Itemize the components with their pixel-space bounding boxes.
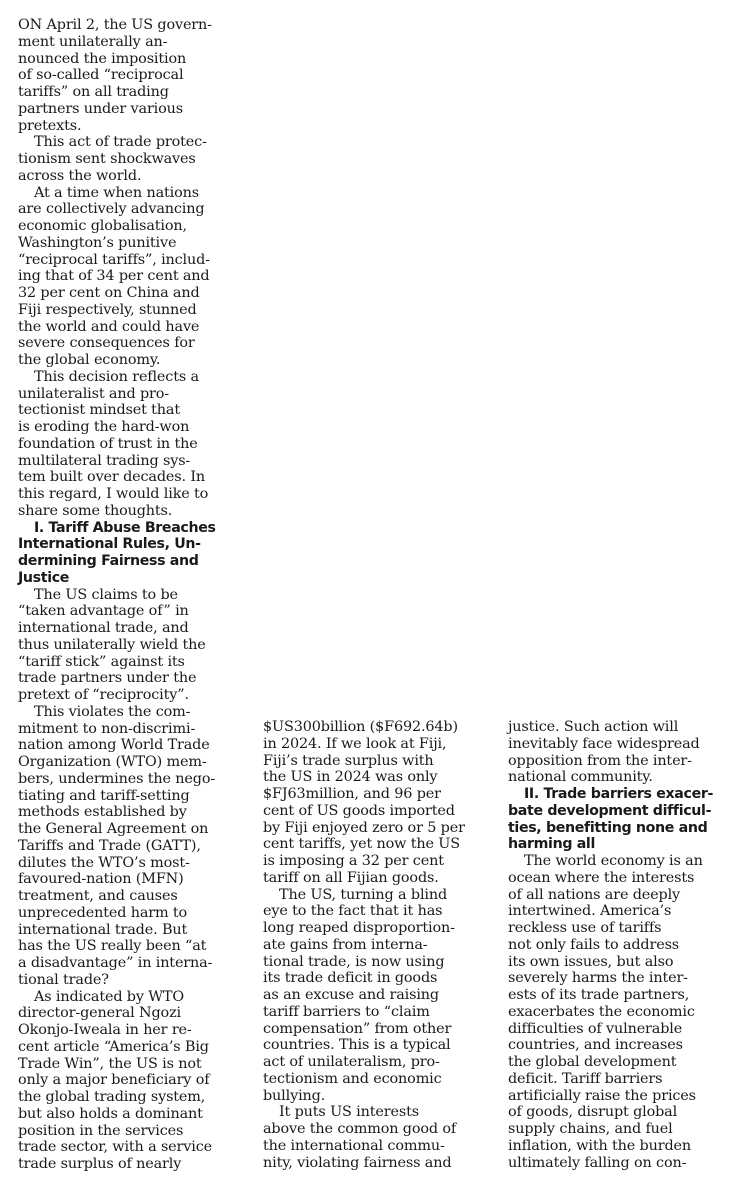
text-line: thus unilaterally wield the [18, 636, 206, 653]
text-line: the global trading system, [18, 1089, 206, 1105]
text-line: The world economy is an [524, 853, 703, 869]
text-line: mitment to non-discrimi- [18, 720, 196, 737]
text-line: severe consequences for [18, 335, 195, 352]
text-line: ON April 2, the US govern- [18, 17, 212, 33]
text-line: of all nations are deeply [508, 886, 681, 903]
text-line: severely harms the inter- [508, 970, 688, 987]
text-line: Washington’s punitive [18, 234, 177, 251]
text-line: tiating and tariff-setting [18, 787, 190, 804]
text-line: “taken advantage of” in [18, 603, 189, 620]
text-line: exacerbates the economic [508, 1003, 695, 1020]
text-line: of goods, disrupt global [508, 1104, 678, 1121]
text-line: trade surplus of nearly [18, 1156, 182, 1172]
text-line: nounced the imposition [18, 50, 187, 67]
text-line: tionism sent shockwaves [18, 151, 196, 167]
text-line: ment unilaterally an- [18, 33, 168, 50]
article-column-3 [508, 719, 734, 1171]
text-line: the General Agreement on [18, 821, 209, 837]
text-line: This violates the com- [34, 703, 191, 720]
text-line: cent article “America’s Big [18, 1038, 209, 1055]
text-line: foundation of trust in the [18, 435, 198, 452]
text-line: “reciprocal tariffs”, includ- [18, 251, 210, 268]
section-heading-line: II. Trade barriers exacer- [524, 786, 714, 802]
section-heading-line: harming all [508, 836, 595, 853]
text-line: difficulties of vulnerable [508, 1020, 683, 1037]
text-line: reckless use of tariffs [508, 920, 662, 936]
text-line: its trade deficit in goods [263, 970, 438, 987]
text-line: share some thoughts. [18, 502, 173, 519]
text-line: tectionist mindset that [18, 402, 180, 419]
text-line: Trade Win”, the US is not [18, 1055, 202, 1072]
text-line: multilateral trading sys- [18, 452, 191, 469]
text-line: cent of US goods imported [263, 802, 455, 819]
text-line: international trade, and [18, 620, 189, 636]
text-line: but also holds a dominant [18, 1105, 203, 1122]
text-line: $FJ63million, and 96 per [263, 786, 441, 802]
text-line: countries, and increases [508, 1037, 683, 1054]
text-line: trade sector, with a service [18, 1139, 212, 1156]
text-line: director-general Ngozi [18, 1005, 181, 1022]
text-line: At a time when nations [34, 184, 199, 201]
text-line: favoured-nation (MFN) [18, 871, 184, 888]
text-line: trade partners under the [18, 670, 197, 687]
text-line: intertwined. America’s [508, 903, 672, 920]
text-line: the US in 2024 was only [263, 769, 438, 786]
text-line: The US, turning a blind [279, 886, 448, 903]
text-line: economic globalisation, [18, 218, 187, 234]
text-line: Okonjo-Iweala in her re- [18, 1022, 192, 1038]
text-line: treatment, and causes [18, 888, 178, 904]
text-line: the global development [508, 1054, 677, 1070]
text-line: ocean where the interests [508, 869, 695, 886]
text-line: are collectively advancing [18, 201, 205, 218]
text-line: artificially raise the prices [508, 1087, 696, 1104]
text-line: tional trade, is now using [263, 953, 445, 970]
text-line: not only fails to address [508, 936, 680, 953]
section-heading-line: dermining Fairness and [18, 553, 199, 569]
text-line: Organization (WTO) mem- [18, 754, 207, 770]
text-line: ests of its trade partners, [508, 987, 690, 1003]
text-line: pretexts. [18, 117, 82, 134]
text-line: unprecedented harm to [18, 904, 188, 921]
text-line: deficit. Tariff barriers [508, 1070, 663, 1087]
text-line: unilateralist and pro- [18, 385, 169, 402]
text-line: position in the services [18, 1122, 184, 1139]
article-column-2 [263, 719, 489, 1171]
section-heading-line: International Rules, Un- [18, 536, 201, 553]
text-line: bers, undermines the nego- [18, 770, 216, 787]
text-line: The US claims to be [34, 586, 178, 603]
text-line: inevitably face widespread [508, 735, 700, 752]
text-line: its own issues, but also [508, 953, 674, 970]
text-line: opposition from the inter- [508, 752, 692, 769]
text-line: As indicated by WTO [34, 988, 185, 1005]
text-line: ultimately falling on con- [508, 1154, 687, 1171]
text-line: justice. Such action will [508, 719, 679, 735]
text-line: tem built over decades. In [18, 469, 206, 486]
text-line: a disadvantage” in interna- [18, 955, 213, 971]
text-line: the international commu- [263, 1137, 445, 1154]
text-line: cent tariffs, yet now the US [263, 836, 460, 853]
text-line: supply chains, and fuel [508, 1121, 673, 1137]
text-line: tectionism and economic [263, 1070, 442, 1087]
text-line: by Fiji enjoyed zero or 5 per [263, 819, 465, 836]
text-line: 32 per cent on China and [18, 285, 200, 301]
text-line: as an excuse and raising [263, 987, 439, 1003]
text-line: tional trade? [18, 971, 109, 988]
text-line: only a major beneficiary of [18, 1072, 210, 1089]
text-line: ing that of 34 per cent and [18, 268, 210, 285]
text-line: countries. This is a typical [263, 1037, 451, 1054]
text-line: This decision reflects a [34, 368, 199, 385]
text-line: of so-called “reciprocal [18, 67, 184, 84]
section-heading-line: bate development difficul- [508, 802, 712, 819]
section-heading-line: Justice [18, 569, 70, 586]
text-line: is imposing a 32 per cent [263, 853, 444, 869]
text-line: Fiji’s trade surplus with [263, 752, 434, 769]
text-line: partners under various [18, 100, 184, 117]
text-line: the world and could have [18, 318, 200, 335]
text-line: eye to the fact that it has [263, 903, 443, 920]
text-line: in 2024. If we look at Fiji, [263, 735, 447, 752]
text-line: tariffs” on all trading [18, 84, 169, 100]
article-column-1 [18, 17, 244, 1173]
text-line: methods established by [18, 804, 187, 821]
text-line: nity, violating fairness and [263, 1154, 452, 1171]
text-line: the global economy. [18, 352, 161, 368]
text-line: Fiji respectively, stunned [18, 301, 197, 318]
text-line: tariff on all Fijian goods. [263, 869, 439, 886]
text-line: “tariff stick” against its [18, 653, 185, 670]
text-line: across the world. [18, 167, 142, 184]
text-line: It puts US interests [279, 1104, 419, 1121]
text-line: national community. [508, 769, 653, 786]
text-line: inflation, with the burden [508, 1137, 691, 1154]
text-line: long reaped disproportion- [263, 920, 455, 936]
text-line: this regard, I would like to [18, 486, 209, 502]
text-line: act of unilateralism, pro- [263, 1054, 440, 1070]
section-heading-line: ties, benefitting none and [508, 819, 708, 836]
text-line: nation among World Trade [18, 737, 210, 754]
text-line: international trade. But [18, 921, 188, 938]
text-line: is eroding the hard-won [18, 419, 190, 435]
text-line: $US300billion ($F692.64b) [263, 719, 458, 735]
text-line: above the common good of [263, 1121, 457, 1137]
text-line: bullying. [263, 1087, 326, 1104]
text-line: pretext of “reciprocity”. [18, 687, 189, 703]
text-line: dilutes the WTO’s most- [18, 854, 190, 871]
text-line: compensation” from other [263, 1020, 452, 1037]
text-line: This act of trade protec- [34, 134, 207, 151]
text-line: tariff barriers to “claim [263, 1003, 430, 1020]
section-heading-line: I. Tariff Abuse Breaches [34, 519, 216, 536]
text-line: Tariffs and Trade (GATT), [18, 837, 201, 854]
text-line: ate gains from interna- [263, 936, 428, 953]
text-line: has the US really been “at [18, 938, 207, 955]
